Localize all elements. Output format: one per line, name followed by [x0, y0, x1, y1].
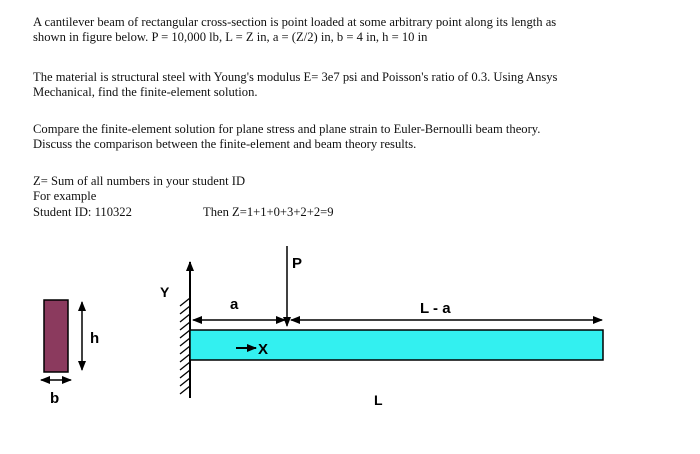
intro-line-2: shown in figure below. P = 10,000 lb, L = Z in, a = (Z/2) in, b = 4 in, h = 10 in	[33, 30, 428, 44]
compare-line-1: Compare the finite-element solution for plane stress and plane strain to Euler-Bernoulli beam theory.	[33, 122, 541, 136]
label-a: a	[230, 296, 239, 313]
material-line-2: Mechanical, find the finite-element solution.	[33, 85, 258, 99]
cross-section-rect	[44, 300, 68, 372]
label-h: h	[90, 330, 100, 347]
compare-line-2: Discuss the comparison between the finite-element and beam theory results.	[33, 137, 417, 151]
wall-hatching	[180, 298, 190, 394]
example-label: For example	[33, 189, 97, 203]
label-l: L	[374, 392, 383, 408]
label-b: b	[50, 390, 60, 407]
label-l-minus-a: L - a	[420, 300, 451, 317]
z-example: Then Z=1+1+0+3+2+2=9	[203, 205, 334, 219]
label-x: X	[258, 341, 269, 358]
beam	[190, 330, 603, 360]
label-y: Y	[160, 284, 170, 300]
material-line-1: The material is structural steel with Young's modulus E= 3e7 psi and Poisson's ratio of 0.3. Using Ansys	[33, 70, 558, 84]
student-id: Student ID: 110322	[33, 205, 132, 219]
intro-line-1: A cantilever beam of rectangular cross-section is point loaded at some arbitrary point along its length as	[33, 15, 557, 29]
z-definition: Z= Sum of all numbers in your student ID	[33, 174, 246, 188]
label-p: P	[292, 255, 303, 272]
